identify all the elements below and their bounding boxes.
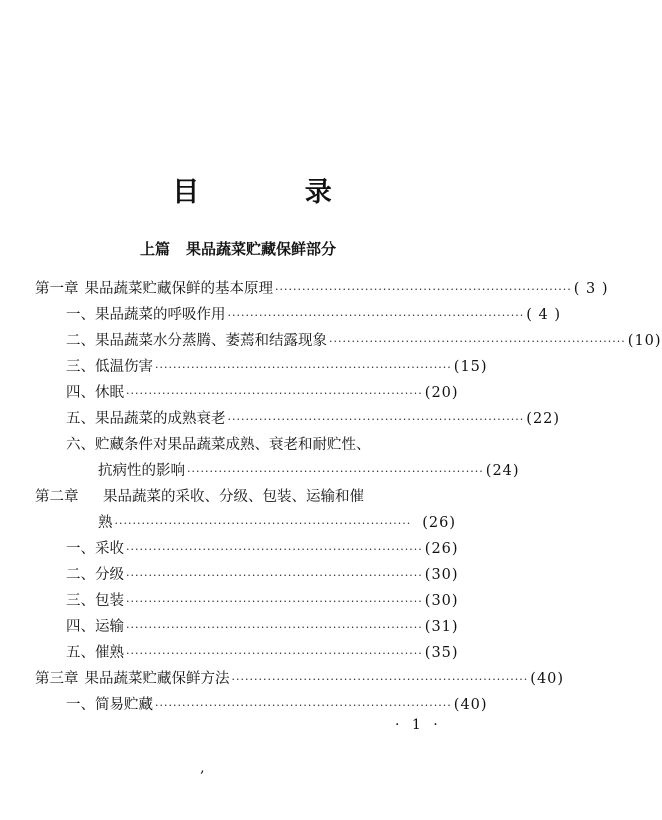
toc-entry-page: (35) bbox=[424, 645, 459, 661]
leader-dots: ·································································· bbox=[126, 387, 423, 400]
toc-entry-title: 采收 bbox=[95, 541, 124, 557]
toc-entry-section[interactable] bbox=[0, 617, 459, 637]
toc-entry-section[interactable] bbox=[0, 435, 456, 455]
toc-entry-page: (22) bbox=[526, 411, 561, 427]
toc-entry-title: 催熟 bbox=[95, 645, 124, 661]
toc-entry-label: 四、 bbox=[66, 385, 95, 401]
toc-entry-page: (24) bbox=[485, 463, 520, 479]
part-name: 果品蔬菜贮藏保鲜部分 bbox=[186, 240, 337, 258]
page-title: 目 录 bbox=[172, 177, 380, 208]
leader-dots: ·································································· bbox=[126, 569, 423, 582]
toc-entry-title: 熟 bbox=[98, 515, 113, 531]
toc-entry-label: 五、 bbox=[66, 645, 95, 661]
leader-dots: ·································································· bbox=[275, 283, 572, 296]
toc-entry-section[interactable] bbox=[0, 357, 488, 377]
toc-entry-section[interactable] bbox=[0, 331, 662, 351]
toc-entry-chapter-2[interactable] bbox=[0, 487, 456, 507]
toc-entry-label: 三、 bbox=[66, 593, 95, 609]
leader-dots: ·································································· bbox=[126, 595, 423, 608]
toc-entry-title: 果品蔬菜贮藏保鲜方法 bbox=[84, 671, 230, 687]
leader-dots: ·································································· bbox=[126, 543, 423, 556]
leader-dots: ·································································· bbox=[329, 335, 626, 348]
toc-entry-label: 二、 bbox=[66, 567, 95, 583]
toc-entry-section[interactable] bbox=[0, 409, 561, 429]
toc-entry-label: 五、 bbox=[66, 411, 95, 427]
toc-entry-page: ( 3 ) bbox=[573, 281, 609, 297]
toc-entry-page: (40) bbox=[530, 671, 565, 687]
leader-dots: ·································································· bbox=[126, 621, 423, 634]
leader-dots: ·································································· bbox=[126, 647, 423, 660]
toc-entry-page: (31) bbox=[424, 619, 459, 635]
toc-entry-title: 果品蔬菜的采收、分级、包装、运输和催 bbox=[103, 489, 364, 505]
stray-mark: ‚ bbox=[200, 760, 205, 776]
toc-entry-title: 休眠 bbox=[95, 385, 124, 401]
toc-entry-label: 第一章 bbox=[35, 281, 79, 297]
toc-entry-title: 抗病性的影响 bbox=[98, 463, 185, 479]
toc-entry-label: 一、 bbox=[66, 307, 95, 323]
toc-entry-title: 果品蔬菜贮藏保鲜的基本原理 bbox=[84, 281, 273, 297]
toc-entry-title: 简易贮藏 bbox=[95, 697, 153, 713]
toc-entry-page: (10) bbox=[627, 333, 662, 349]
part-heading bbox=[140, 238, 336, 259]
toc-entry-title: 低温伤害 bbox=[95, 359, 153, 375]
leader-dots: ·································································· bbox=[114, 517, 412, 530]
toc-entry-section[interactable] bbox=[0, 539, 459, 559]
toc-entry-chapter-3[interactable] bbox=[0, 669, 565, 689]
toc-entry-title: 包装 bbox=[95, 593, 124, 609]
leader-dots: ·································································· bbox=[227, 413, 525, 426]
toc-entry-chapter-1[interactable] bbox=[0, 279, 609, 299]
leader-dots: ·································································· bbox=[187, 465, 484, 478]
toc-entry-label: 一、 bbox=[66, 541, 95, 557]
toc-entry-section[interactable] bbox=[0, 591, 459, 611]
toc-entry-section[interactable] bbox=[0, 695, 488, 715]
toc-entry-page: (40) bbox=[453, 697, 488, 713]
page-number: · 1 · bbox=[395, 717, 442, 733]
leader-dots: ·································································· bbox=[155, 361, 452, 374]
leader-dots: ·································································· bbox=[155, 699, 452, 712]
toc-entry-label: 二、 bbox=[66, 333, 95, 349]
toc-entry-page: (15) bbox=[453, 359, 488, 375]
toc-entry-label: 三、 bbox=[66, 359, 95, 375]
toc-entry-title: 果品蔬菜水分蒸腾、萎蔫和结露现象 bbox=[95, 333, 327, 349]
toc-entry-section[interactable] bbox=[0, 565, 459, 585]
toc-entry-title: 分级 bbox=[95, 567, 124, 583]
leader-dots: ·································································· bbox=[231, 673, 529, 686]
toc-entry-continuation[interactable] bbox=[0, 461, 520, 481]
leader-dots: ·································································· bbox=[227, 309, 525, 322]
toc-entry-section[interactable] bbox=[0, 643, 459, 663]
toc-entry-title: 果品蔬菜的成熟衰老 bbox=[95, 411, 226, 427]
toc-entry-label: 六、 bbox=[66, 437, 95, 453]
part-label: 上篇 bbox=[140, 240, 171, 258]
toc-entry-section[interactable] bbox=[0, 383, 459, 403]
toc-entry-page: (26) bbox=[422, 515, 456, 531]
toc-entry-page: ( 4 ) bbox=[526, 307, 562, 323]
toc-entry-page: (30) bbox=[424, 593, 459, 609]
toc-entry-page: (20) bbox=[424, 385, 459, 401]
toc-entry-continuation[interactable] bbox=[0, 513, 456, 533]
toc-entry-label: 一、 bbox=[66, 697, 95, 713]
toc-entry-title: 贮藏条件对果品蔬菜成熟、衰老和耐贮性、 bbox=[95, 437, 371, 453]
toc-entry-label: 第三章 bbox=[35, 671, 79, 687]
toc-entry-section[interactable] bbox=[0, 305, 562, 325]
toc-entry-label: 四、 bbox=[66, 619, 95, 635]
toc-entry-title: 运输 bbox=[95, 619, 124, 635]
toc-entry-title: 果品蔬菜的呼吸作用 bbox=[95, 307, 226, 323]
toc-entry-label: 第二章 bbox=[35, 489, 79, 505]
toc-entry-page: (30) bbox=[424, 567, 459, 583]
toc-entry-page: (26) bbox=[424, 541, 459, 557]
